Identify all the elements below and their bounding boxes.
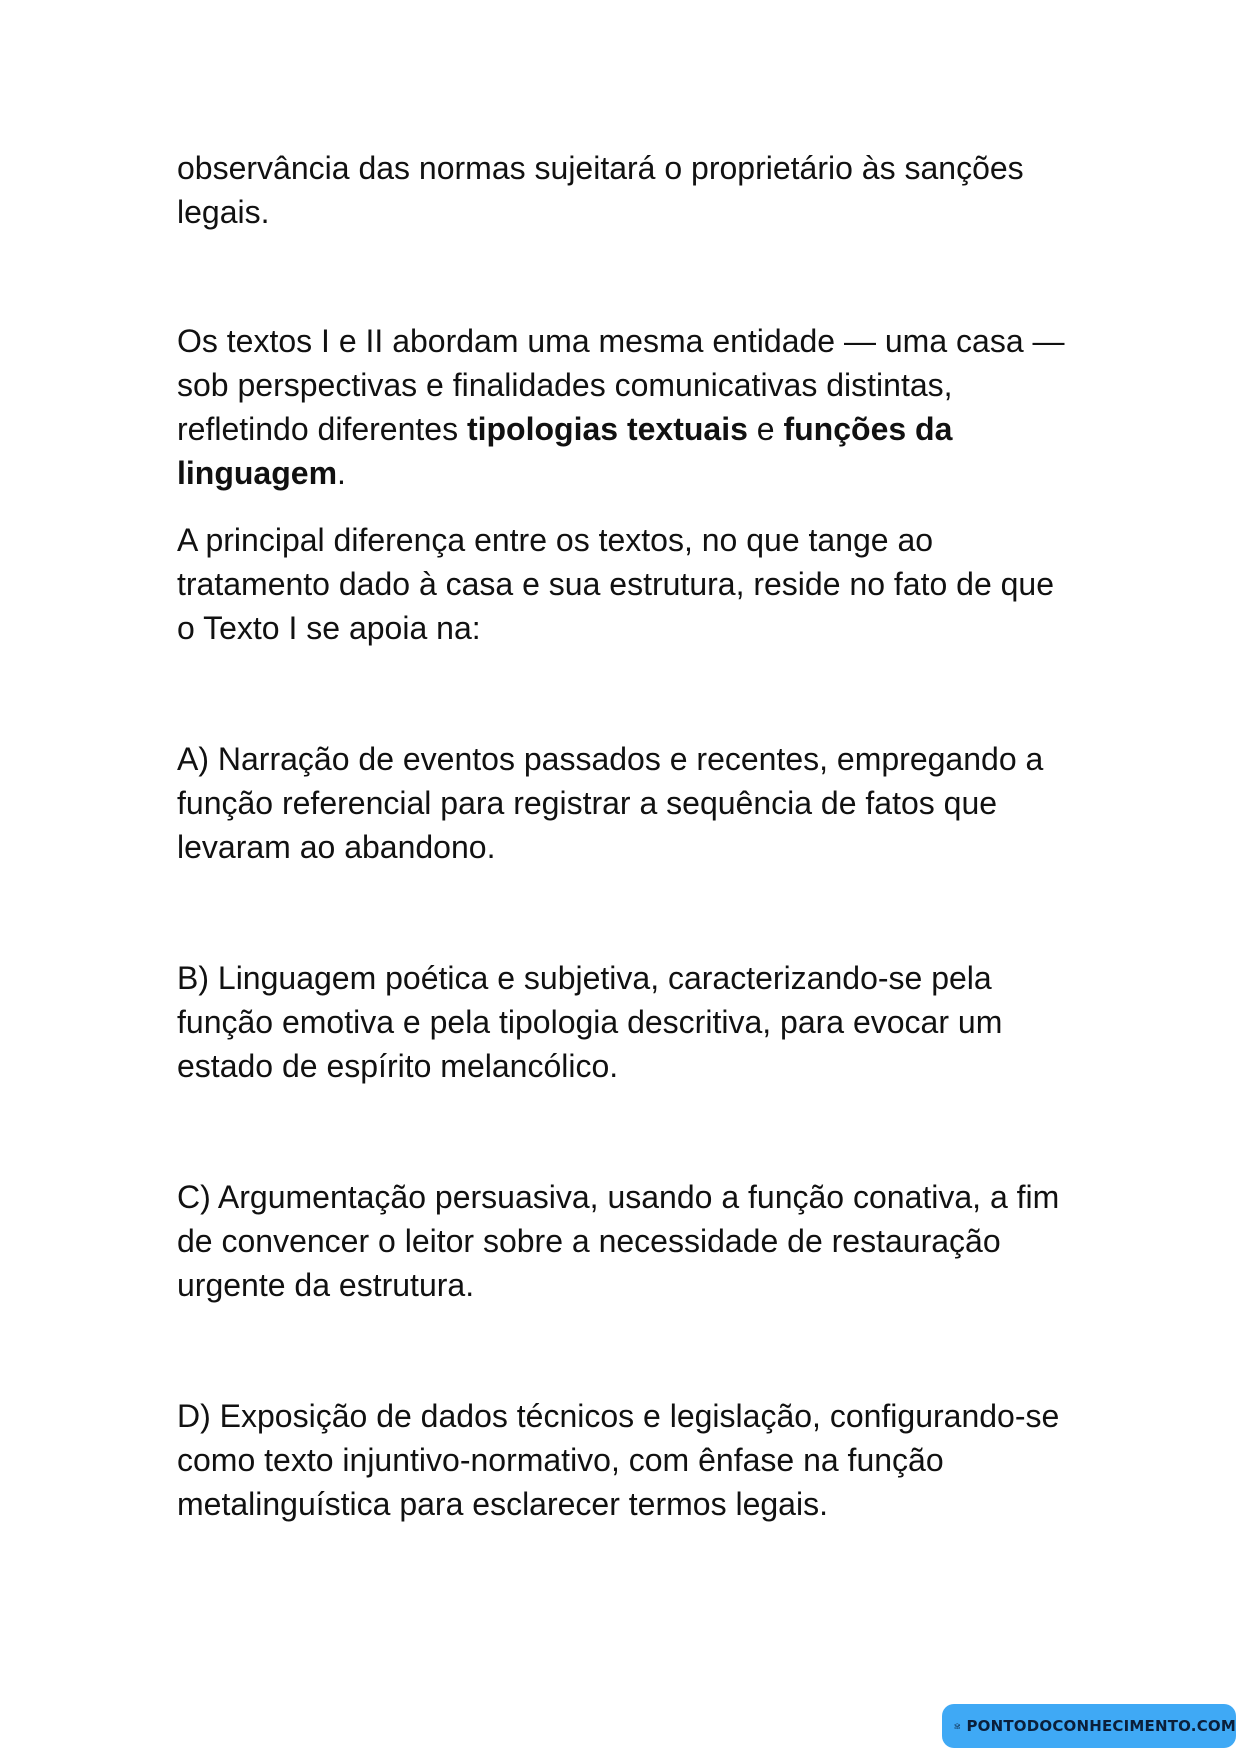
context-text-1: Os textos I e II abordam uma mesma entidade — uma casa — sob perspectivas e finalidades comunicativas distintas, refletindo diferentes (177, 323, 1065, 447)
option-c (177, 1175, 1077, 1307)
context-text-3: . (337, 455, 346, 491)
site-watermark-badge[interactable] (942, 1704, 1236, 1748)
option-letter: D) (177, 1398, 211, 1434)
context-bold-funcoes: funções da linguagem (177, 411, 953, 491)
context-paragraph (177, 319, 1077, 495)
option-d (177, 1394, 1077, 1526)
option-letter: C) (177, 1179, 211, 1215)
context-text-2: e (747, 411, 784, 447)
intro-tail-paragraph: observância das normas sujeitará o proprietário às sanções legais. (177, 150, 1024, 230)
watermark-text: PONTODOCONHECIMENTO.COM (966, 1717, 1236, 1735)
graduation-cap-book-icon (954, 1711, 960, 1741)
option-b (177, 956, 1077, 1088)
option-letter: B) (177, 960, 209, 996)
option-text: Exposição de dados técnicos e legislação, configurando-se como texto injuntivo-normativo, com ênfase na função metalinguística para esclarecer termos legais. (177, 1398, 1060, 1522)
option-text: Linguagem poética e subjetiva, caracterizando-se pela função emotiva e pela tipologia descritiva, para evocar um estado de espírito melancólico. (177, 960, 1003, 1084)
option-letter: A) (177, 741, 209, 777)
question-paragraph: A principal diferença entre os textos, no que tange ao tratamento dado à casa e sua estrutura, reside no fato de que o Texto I se apoia na: (177, 522, 1055, 646)
context-bold-tipologias: tipologias textuais (466, 411, 748, 447)
option-a (177, 737, 1077, 869)
option-text: Argumentação persuasiva, usando a função conativa, a fim de convencer o leitor sobre a necessidade de restauração urgente da estrutura. (177, 1179, 1060, 1303)
option-text: Narração de eventos passados e recentes, empregando a função referencial para registrar a sequência de fatos que levaram ao abandono. (177, 741, 1044, 865)
